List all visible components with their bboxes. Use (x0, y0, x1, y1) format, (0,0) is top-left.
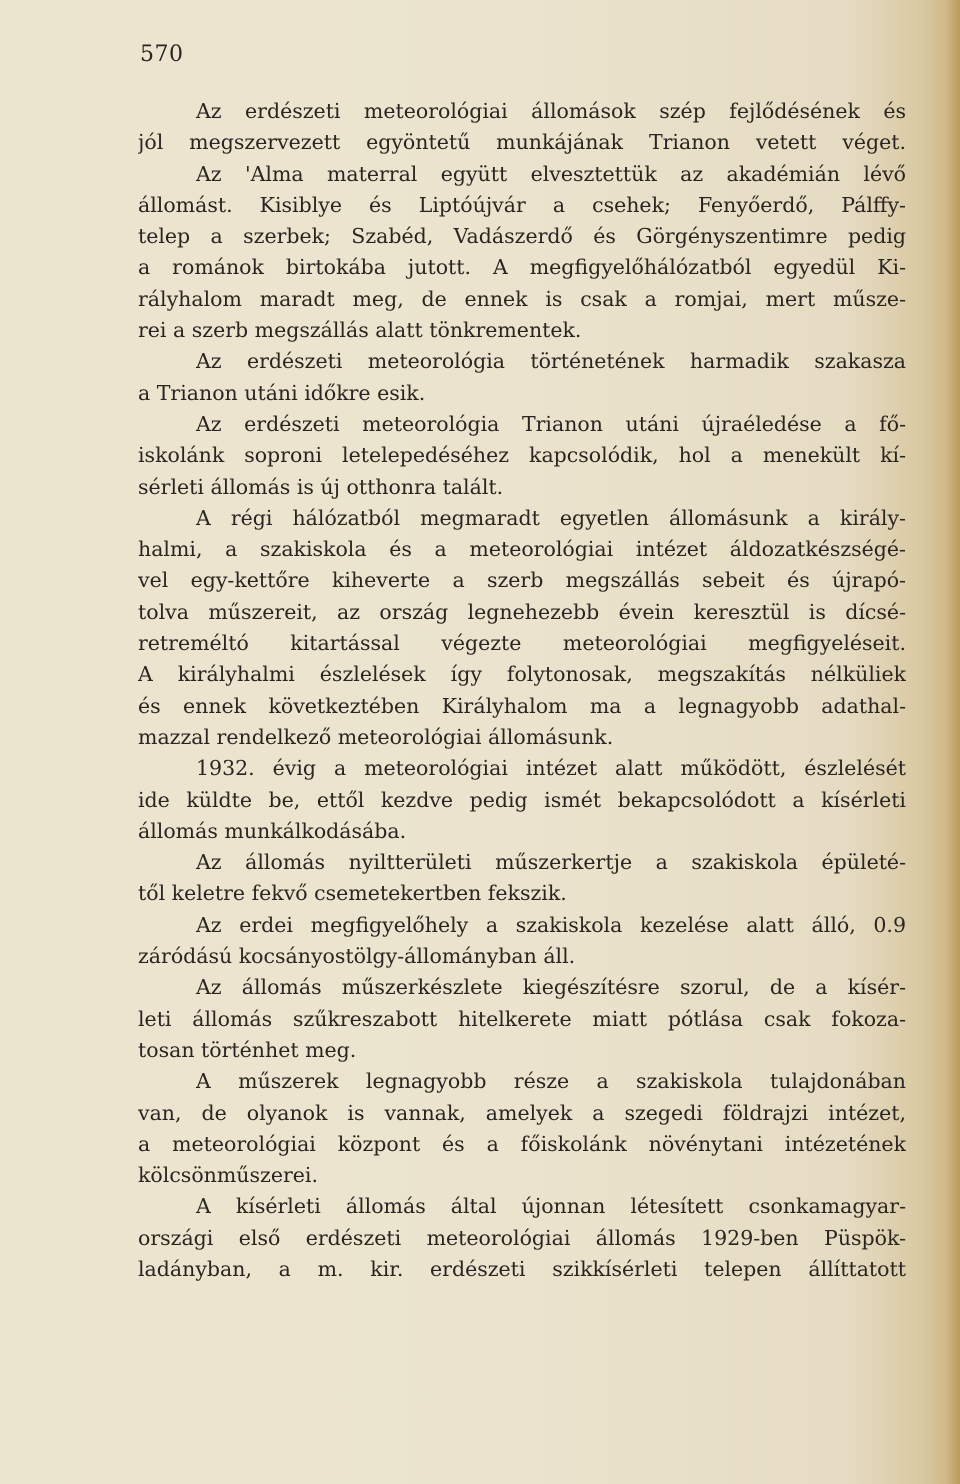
text-line: Az erdészeti meteorológia történetének harmadik szakasza (196, 349, 906, 374)
text-line: a meteorológiai központ és a főiskolánk növénytani intézetének (138, 1131, 906, 1156)
text-line: sérleti állomás is új otthonra talált. (138, 474, 504, 499)
text-line: A régi hálózatból megmaradt egyetlen állomásunk a király- (196, 505, 906, 530)
text-line: Az erdészeti meteorológia Trianon utáni újraéledése a fő- (196, 411, 906, 436)
text-line: tolva műszereit, az ország legnehezebb évein keresztül is dícsé- (138, 599, 906, 624)
text-line: ide küldte be, ettől kezdve pedig ismét bekapcsolódott a kísérleti (138, 787, 906, 812)
text-line: tosan történhet meg. (138, 1037, 357, 1062)
text-line: jól megszervezett egyöntetű munkájának Trianon vetett véget. (138, 130, 906, 155)
text-line: Az 'Alma materral együtt elvesztettük az akadémián lévő (196, 161, 906, 186)
text-line: Az állomás nyiltterületi műszerkertje a szakiskola épületé- (196, 850, 906, 875)
text-line: A műszerek legnagyobb része a szakiskola tulajdonában (196, 1069, 906, 1094)
text-line: Az erdei megfigyelőhely a szakiskola kezelése alatt álló, 0.9 (196, 912, 906, 937)
text-line: záródású kocsányostölgy-állományban áll. (138, 944, 576, 969)
text-line: retreméltó kitartással végezte meteorológiai megfigyeléseit. (138, 631, 906, 656)
text-line: Az állomás műszerkészlete kiegészítésre szorul, de a kísér- (196, 975, 906, 1000)
text-line: a Trianon utáni időkre esik. (138, 380, 426, 405)
text-line: A kísérleti állomás által újonnan létesített csonkamagyar- (196, 1194, 906, 1219)
text-line: és ennek következtében Királyhalom ma a legnagyobb adathal- (138, 693, 906, 718)
text-line: telep a szerbek; Szabéd, Vadászerdő és Görgényszentimre pedig (138, 224, 906, 249)
text-line: iskolánk soproni letelepedéséhez kapcsolódik, hol a menekült kí- (138, 443, 906, 468)
body-text (138, 96, 906, 1285)
text-line: Az erdészeti meteorológiai állomások szép fejlődésének és (196, 99, 906, 123)
page-number: 570 (140, 42, 184, 67)
text-line: állomást. Kisiblye és Liptóújvár a csehek; Fenyőerdő, Pálffy- (138, 192, 906, 217)
text-line: országi első erdészeti meteorológiai állomás 1929-ben Püspök- (138, 1225, 906, 1250)
text-line: től keletre fekvő csemetekertben fekszik. (138, 881, 567, 906)
text-line: van, de olyanok is vannak, amelyek a szegedi földrajzi intézet, (138, 1100, 906, 1125)
text-line: kölcsönműszerei. (138, 1163, 318, 1188)
text-line: 1932. évig a meteorológiai intézet alatt működött, észlelését (196, 756, 906, 781)
text-line: állomás munkálkodásába. (138, 818, 407, 843)
text-line: a románok birtokába jutott. A megfigyelőhálózatból egyedül Ki- (138, 255, 906, 280)
text-line: rályhalom maradt meg, de ennek is csak a romjai, mert műsze- (138, 286, 906, 311)
page-edge-shadow (946, 0, 960, 1484)
text-line: halmi, a szakiskola és a meteorológiai intézet áldozatkészségé- (138, 537, 906, 562)
text-line: vel egy-kettőre kiheverte a szerb megszállás sebeit és újrapó- (138, 568, 906, 593)
text-line: rei a szerb megszállás alatt tönkrementek. (138, 318, 582, 343)
text-line: A királyhalmi észlelések így folytonosak, megszakítás nélküliek (138, 662, 906, 687)
text-line: leti állomás szűkreszabott hitelkerete miatt pótlása csak fokoza- (138, 1006, 906, 1031)
text-line: ladányban, a m. kir. erdészeti szikkísérleti telepen állíttatott (138, 1256, 906, 1281)
text-line: mazzal rendelkező meteorológiai állomásunk. (138, 724, 614, 749)
